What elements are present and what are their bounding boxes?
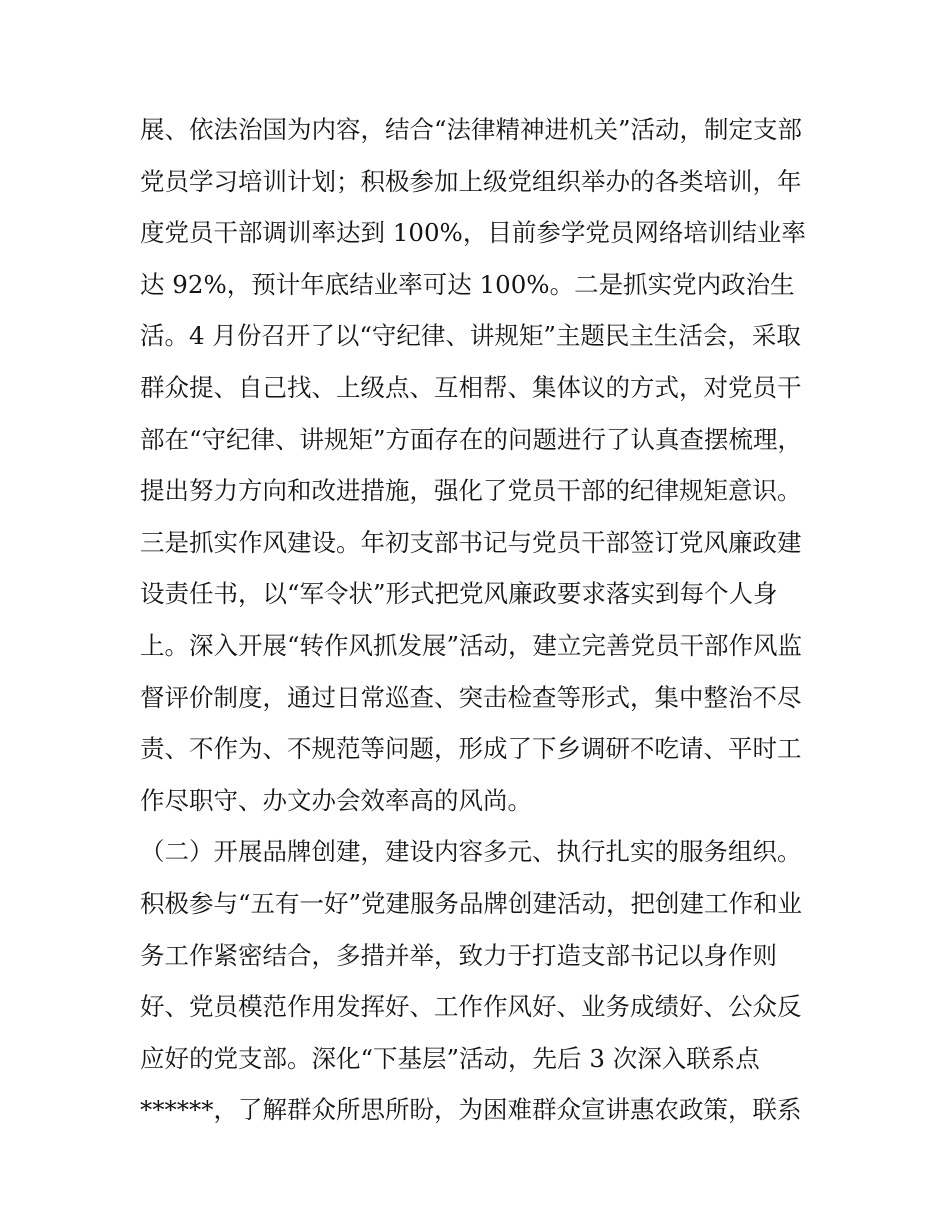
text-line: ******，了解群众所思所盼，为困难群众宣讲惠农政策，联系	[140, 1095, 802, 1125]
section-heading: （二）开展品牌创建，建设内容多元、执行扎实的服务组织。	[140, 837, 802, 867]
text-line: 设责任书，以“军令状”形式把党风廉政要求落实到每个人身	[140, 579, 778, 609]
text-line: 应好的党支部。深化“下基层”活动，先后 3 次深入联系点	[140, 1043, 760, 1073]
text-line: 群众提、自己找、上级点、互相帮、集体议的方式，对党员干	[140, 372, 802, 402]
text-line: 部在“守纪律、讲规矩”方面存在的问题进行了认真查摆梳理，	[140, 424, 803, 454]
text-line: 活。4 月份召开了以“守纪律、讲规矩”主题民主生活会，采取	[140, 321, 801, 351]
body-text	[140, 104, 830, 1136]
text-line: 展、依法治国为内容，结合“法律精神进机关”活动，制定支部	[140, 115, 803, 144]
text-line: 责、不作为、不规范等问题，形成了下乡调研不吃请、平时工	[140, 734, 802, 764]
text-line: 务工作紧密结合，多措并举，致力于打造支部书记以身作则	[140, 940, 777, 970]
text-line: 好、党员模范作用发挥好、工作作风好、业务成绩好、公众反	[140, 992, 802, 1022]
text-line: 上。深入开展“转作风抓发展”活动，建立完善党员干部作风监	[140, 630, 803, 660]
text-line: 提出努力方向和改进措施，强化了党员干部的纪律规矩意识。	[140, 476, 802, 506]
text-line: 党员学习培训计划；积极参加上级党组织举办的各类培训，年	[140, 166, 802, 196]
text-line: 度党员干部调训率达到 100%，目前参学党员网络培训结业率	[140, 218, 806, 248]
text-line: 作尽职守、办文办会效率高的风尚。	[140, 785, 532, 815]
text-line: 达 92%，预计年底结业率可达 100%。二是抓实党内政治生	[140, 269, 795, 299]
text-line: 积极参与“五有一好”党建服务品牌创建活动，把创建工作和业	[140, 888, 803, 918]
text-line: 三是抓实作风建设。年初支部书记与党员干部签订党风廉政建	[140, 527, 802, 557]
text-line: 督评价制度，通过日常巡查、突击检查等形式，集中整治不尽	[140, 682, 802, 712]
